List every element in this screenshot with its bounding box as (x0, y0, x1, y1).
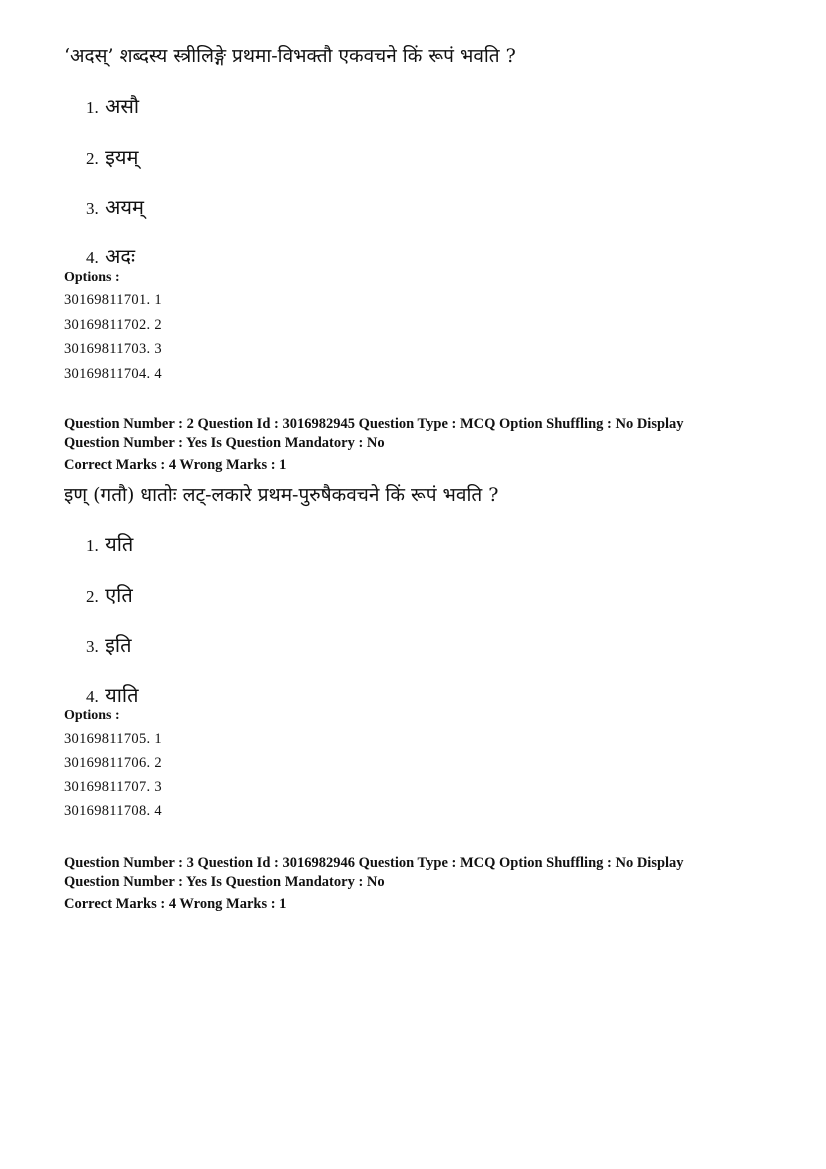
q1-option-id: 30169811701. 1 (64, 292, 162, 308)
q2-option-id: 30169811708. 4 (64, 803, 162, 819)
q2-option-id: 30169811707. 3 (64, 779, 162, 795)
q2-choice-1 (86, 530, 133, 557)
q2-option-id: 30169811706. 2 (64, 755, 162, 771)
q3-meta-line-2: Question Number : Yes Is Question Mandatory : No (64, 874, 385, 890)
q2-option-id: 30169811705. 1 (64, 731, 162, 747)
choice-number: 2. (86, 149, 99, 168)
choice-number: 1. (86, 98, 99, 117)
choice-number: 2. (86, 587, 99, 606)
choice-text: यति (105, 532, 134, 556)
choice-number: 3. (86, 637, 99, 656)
choice-text: असौ (105, 94, 140, 118)
choice-text: इयम् (105, 145, 139, 169)
q2-meta-line-2: Question Number : Yes Is Question Mandatory : No (64, 435, 385, 451)
q2-meta-line-1: Question Number : 2 Question Id : 3016982945 Question Type : MCQ Option Shuffling : No Display (64, 416, 684, 432)
choice-number: 4. (86, 248, 99, 267)
q1-option-id: 30169811704. 4 (64, 366, 162, 382)
q3-meta-line-3: Correct Marks : 4 Wrong Marks : 1 (64, 896, 287, 912)
choice-number: 4. (86, 687, 99, 706)
choice-text: अयम् (105, 195, 144, 219)
q1-choice-4 (86, 242, 135, 269)
q1-choice-3 (86, 193, 144, 220)
choice-number: 3. (86, 199, 99, 218)
choice-text: याति (105, 683, 139, 707)
choice-text: एति (105, 583, 133, 607)
q2-choice-4 (86, 681, 138, 708)
choice-text: अदः (105, 244, 136, 268)
choice-number: 1. (86, 536, 99, 555)
q2-options-label: Options : (64, 708, 120, 723)
question-2-text: इण् (गतौ) धातोः लट्-लकारे प्रथम-पुरुषैकवचने किं रूपं भवति ? (64, 484, 499, 506)
choice-text: इति (105, 633, 132, 657)
q2-choice-2 (86, 581, 133, 608)
q3-meta-line-1: Question Number : 3 Question Id : 3016982946 Question Type : MCQ Option Shuffling : No Display (64, 855, 684, 871)
q1-choice-2 (86, 143, 139, 170)
question-1-text: ‘अदस्’ शब्दस्य स्त्रीलिङ्गे प्रथमा-विभक्तौ एकवचने किं रूपं भवति ? (64, 45, 516, 67)
q1-options-label: Options : (64, 270, 120, 285)
q2-choice-3 (86, 631, 132, 658)
q1-option-id: 30169811703. 3 (64, 341, 162, 357)
q2-meta-line-3: Correct Marks : 4 Wrong Marks : 1 (64, 457, 287, 473)
q1-choice-1 (86, 92, 139, 119)
q1-option-id: 30169811702. 2 (64, 317, 162, 333)
